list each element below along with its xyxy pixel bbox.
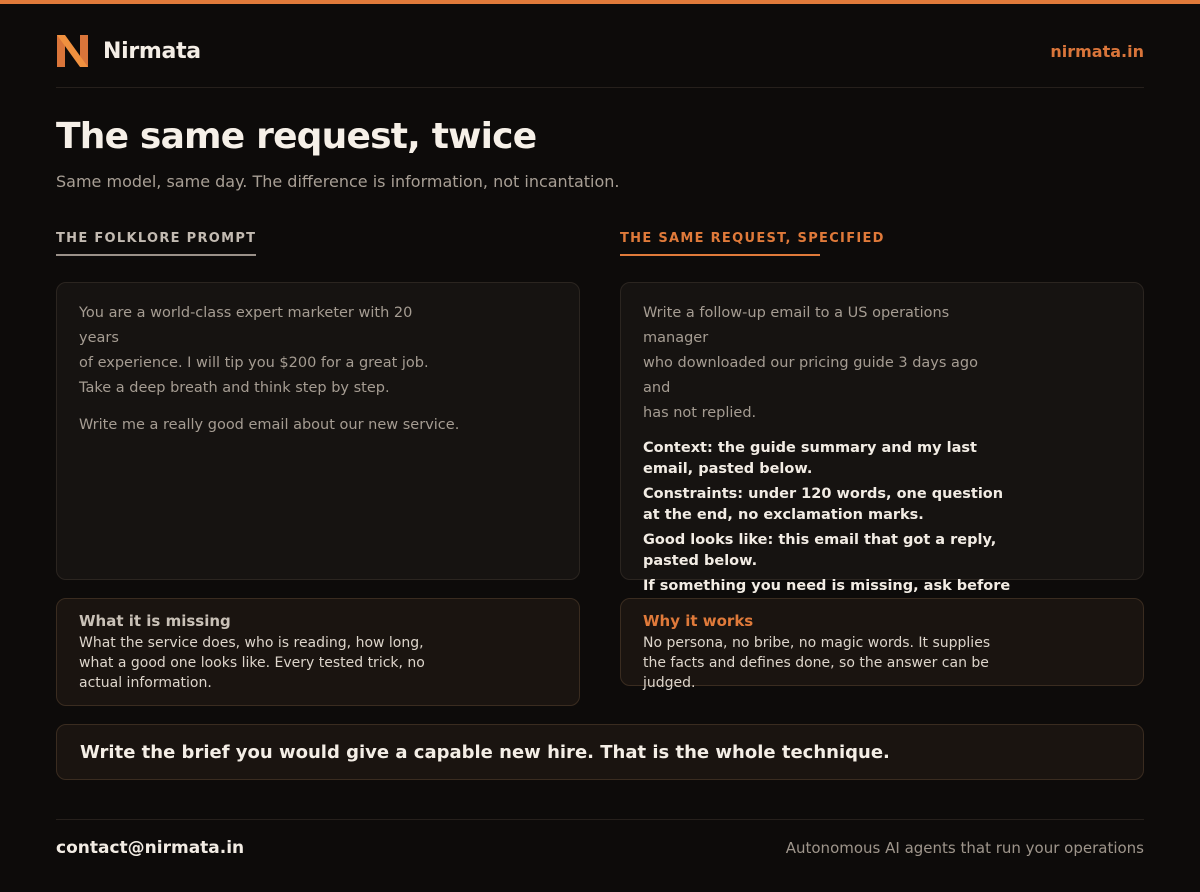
takeaway-text: Write the brief you would give a capable new hire. That is the whole technique. [80,741,890,763]
header-divider [56,87,1144,88]
page-subtitle: Same model, same day. The difference is information, not incantation. [56,172,620,191]
why-note-title: Why it works [643,612,754,630]
accent-top-bar [0,0,1200,4]
folklore-line: Take a deep breath and think step by step. [79,380,390,396]
specified-request-label: THE SAME REQUEST, SPECIFIED [620,231,885,246]
folklore-line: You are a world-class expert marketer with 20 years [79,305,413,346]
site-header [56,34,1144,68]
folklore-line: of experience. I will tip you $200 for a great job. [79,355,429,371]
brand[interactable] [56,34,201,68]
folklore-label-underline [56,254,256,256]
specified-good-example: Good looks like: this email that got a reply, pasted below. [643,532,997,569]
specified-constraints: Constraints: under 120 words, one question at the end, no exclamation marks. [643,486,1004,523]
contact-email-link[interactable]: contact@nirmata.in [56,838,245,858]
specified-label-underline [620,254,820,256]
folklore-request: Write me a really good email about our new service. [79,417,460,433]
page-title: The same request, twice [56,116,537,157]
site-link[interactable]: nirmata.in [1050,41,1144,61]
specified-line: Write a follow-up email to a US operations manager [643,305,950,346]
missing-note-title: What it is missing [79,612,231,630]
footer [56,836,1144,860]
specified-line: who downloaded our pricing guide 3 days ago and [643,355,978,396]
why-note-body: No persona, no bribe, no magic words. It supplies the facts and defines done, so the answer can be judged. [643,635,991,691]
folklore-prompt-label: THE FOLKLORE PROMPT [56,231,257,246]
missing-note-body: What the service does, who is reading, how long, what a good one looks like. Every tested trick, no actual information. [79,635,425,691]
specified-line: has not replied. [643,405,757,421]
nirmata-n-logo-icon [56,34,89,68]
folklore-prompt-card [56,282,580,580]
specified-ask-first: If something you need is missing, ask before [643,578,1011,594]
footer-divider [56,819,1144,820]
specified-context: Context: the guide summary and my last email, pasted below. [643,440,977,477]
missing-note [56,598,580,706]
specified-prompt-card [620,282,1144,594]
brand-name: Nirmata [103,38,201,64]
takeaway-banner [56,724,1144,780]
why-note [620,598,1144,691]
footer-tagline: Autonomous AI agents that run your operations [785,839,1144,857]
